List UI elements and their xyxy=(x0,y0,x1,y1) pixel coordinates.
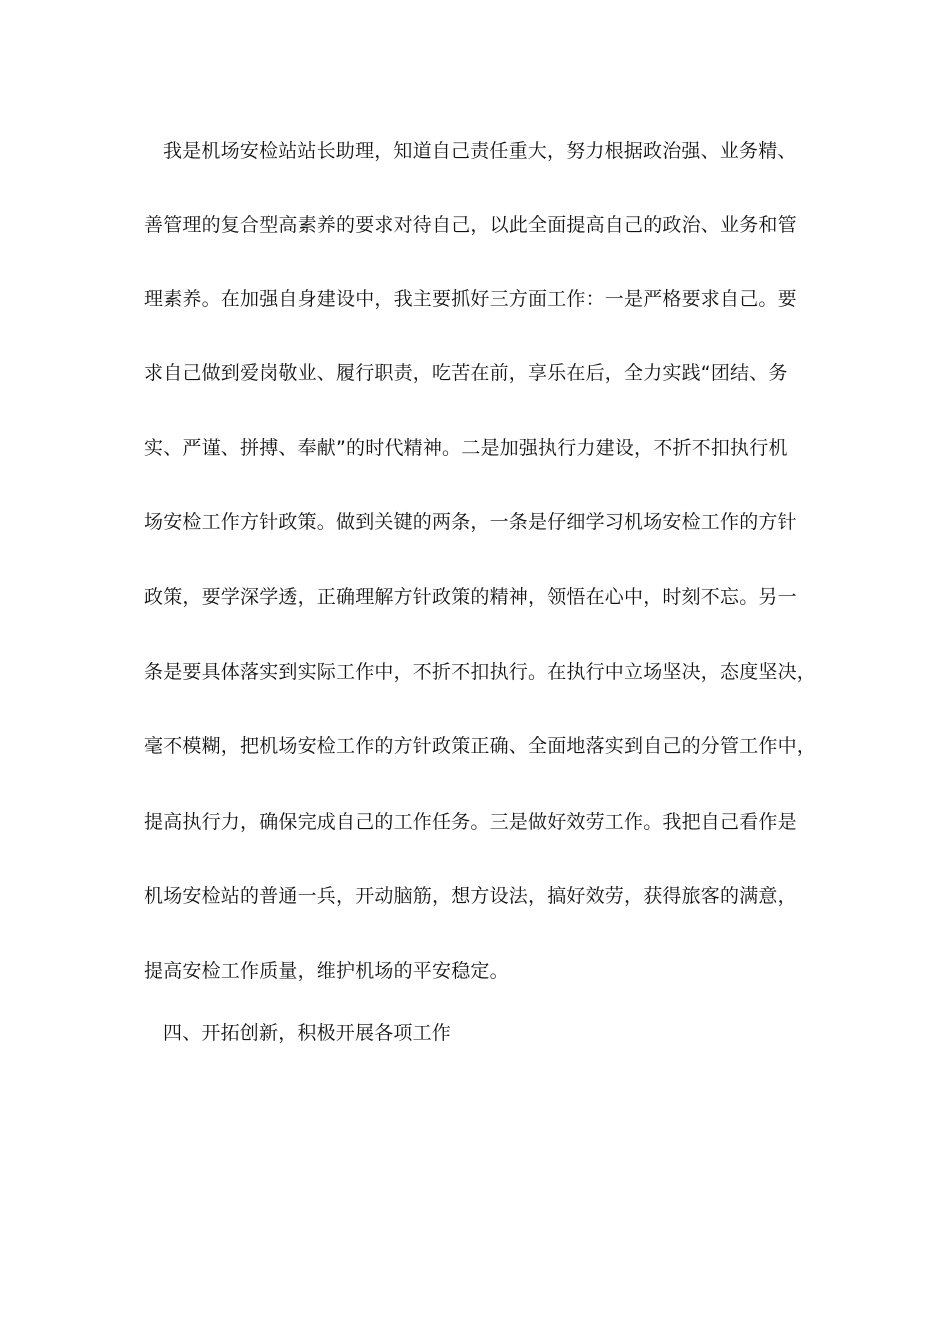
paragraph-line: 我是机场安检站站长助理，知道自己责任重大，努力根据政治强、业务精、 xyxy=(163,140,797,162)
paragraph-line: 求自己做到爱岗敬业、履行职责，吃苦在前，享乐在后，全力实践“团结、务 xyxy=(144,362,788,384)
paragraph-line: 场安检工作方针政策。做到关键的两条，一条是仔细学习机场安检工作的方针 xyxy=(144,511,797,533)
paragraph-line: 提高安检工作质量，维护机场的平安稳定。 xyxy=(144,960,509,982)
paragraph-line: 毫不模糊，把机场安检工作的方针政策正确、全面地落实到自己的分管工作中， xyxy=(144,735,817,757)
paragraph-line: 条是要具体落实到实际工作中，不折不扣执行。在执行中立场坚决，态度坚决， xyxy=(144,661,817,683)
paragraph-line: 机场安检站的普通一兵，开动脑筋，想方设法，搞好效劳，获得旅客的满意， xyxy=(144,885,797,907)
paragraph-line: 政策，要学深学透，正确理解方针政策的精神，领悟在心中，时刻不忘。另一 xyxy=(144,586,797,608)
paragraph-line: 善管理的复合型高素养的要求对待自己，以此全面提高自己的政治、业务和管 xyxy=(144,214,797,236)
paragraph-line: 实、严谨、拼搏、奉献”的时代精神。二是加强执行力建设，不折不扣执行机 xyxy=(144,437,788,459)
paragraph-line: 理素养。在加强自身建设中，我主要抓好三方面工作：一是严格要求自己。要 xyxy=(144,288,797,310)
paragraph-line: 提高执行力，确保完成自己的工作任务。三是做好效劳工作。我把自己看作是 xyxy=(144,811,797,833)
section-heading: 四、开拓创新，积极开展各项工作 xyxy=(163,1022,452,1044)
